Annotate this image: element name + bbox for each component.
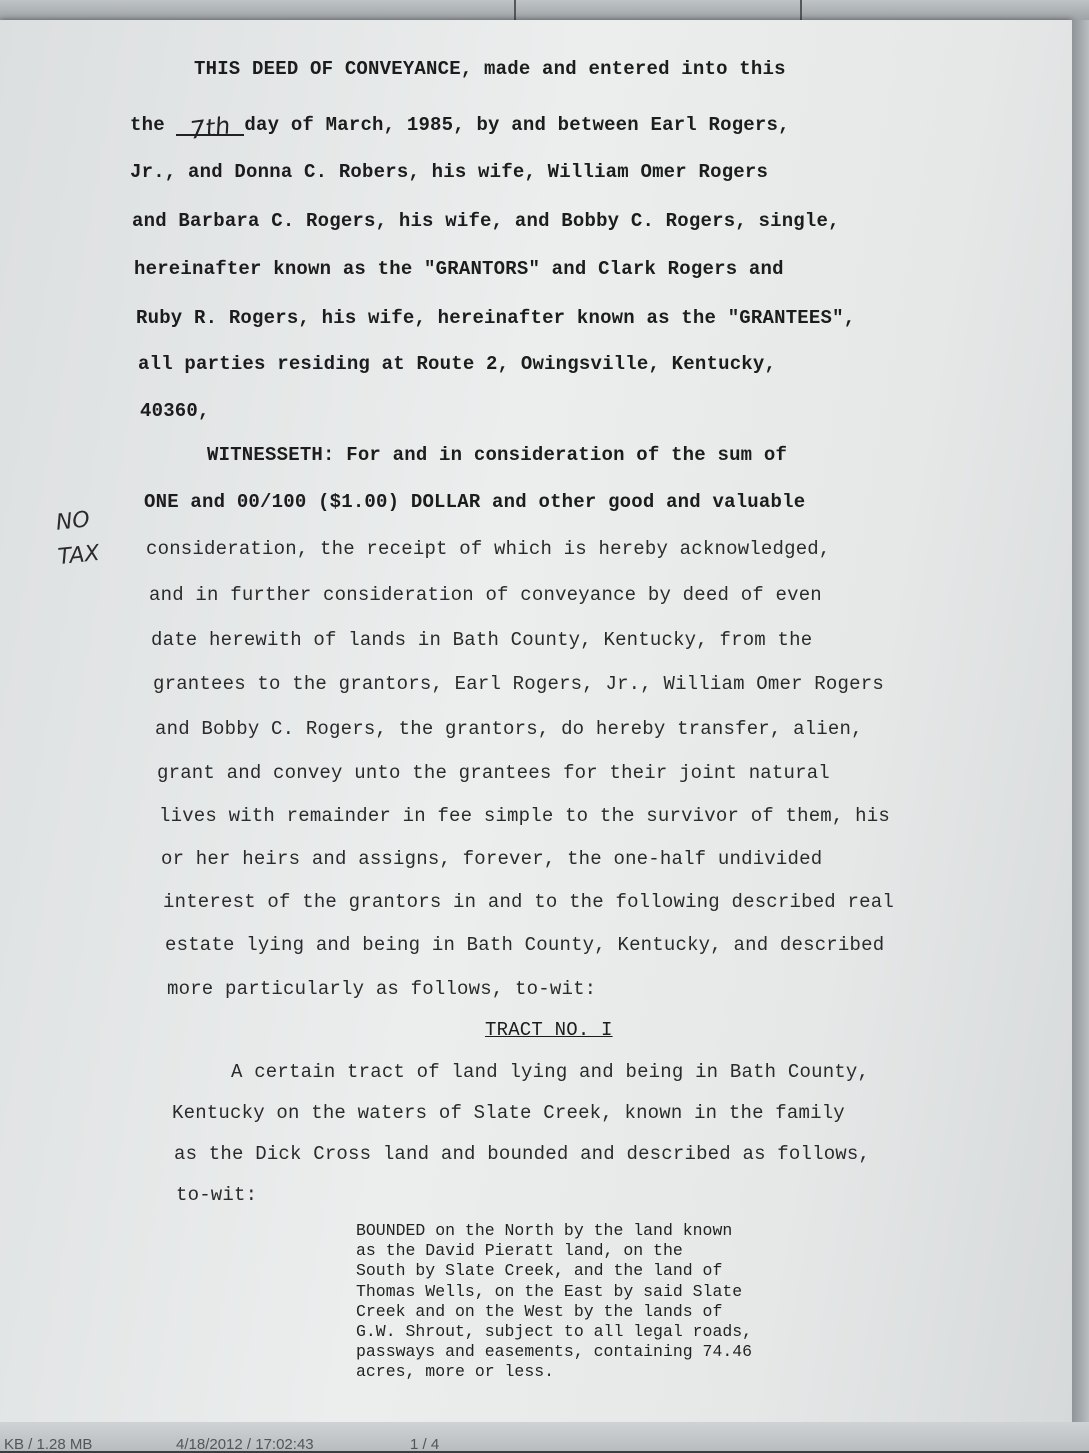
bounded-description bbox=[356, 1221, 876, 1383]
tract-line-2: Kentucky on the waters of Slate Creek, known in the family bbox=[172, 1102, 845, 1124]
line-prefix: the bbox=[130, 114, 165, 136]
top-strip bbox=[0, 0, 1089, 20]
handwritten-day: 7th bbox=[188, 111, 233, 145]
deed-line-12: and in further consideration of conveyance by deed of even bbox=[149, 584, 822, 606]
deed-line-18: or her heirs and assigns, forever, the one-half undivided bbox=[161, 848, 823, 870]
deed-line-8: 40360, bbox=[140, 400, 210, 422]
bounded-line: as the David Pieratt land, on the bbox=[356, 1241, 683, 1261]
deed-line-10: ONE and 00/100 ($1.00) DOLLAR and other good and valuable bbox=[144, 491, 806, 513]
bounded-line: South by Slate Creek, and the land of bbox=[356, 1261, 723, 1281]
tract-heading: TRACT NO. I bbox=[485, 1019, 613, 1041]
deed-line-16: grant and convey unto the grantees for their joint natural bbox=[157, 762, 830, 784]
deed-line-5: hereinafter known as the "GRANTORS" and Clark Rogers and bbox=[134, 258, 784, 280]
file-datetime: 4/18/2012 / 17:02:43 bbox=[176, 1436, 314, 1453]
bounded-line: acres, more or less. bbox=[356, 1362, 555, 1382]
bounded-line: Thomas Wells, on the East by said Slate bbox=[356, 1281, 743, 1301]
file-size: KB / 1.28 MB bbox=[4, 1436, 93, 1453]
tract-line-1: A certain tract of land lying and being in Bath County, bbox=[231, 1061, 870, 1083]
bounded-line: G.W. Shrout, subject to all legal roads, bbox=[356, 1322, 753, 1342]
deed-line-7: all parties residing at Route 2, Owingsville, Kentucky, bbox=[138, 353, 777, 375]
line-rest: day of March, 1985, by and between Earl Rogers, bbox=[244, 114, 790, 136]
deed-line-19: interest of the grantors in and to the following described real bbox=[163, 891, 894, 913]
document-page bbox=[0, 20, 1072, 1422]
deed-line-14: grantees to the grantors, Earl Rogers, Jr., William Omer Rogers bbox=[153, 673, 884, 695]
margin-note-tax: TAX bbox=[56, 540, 101, 571]
deed-line-4: and Barbara C. Rogers, his wife, and Bobby C. Rogers, single, bbox=[132, 210, 840, 232]
strip-divider bbox=[514, 0, 516, 20]
bounded-line: BOUNDED on the North by the land known bbox=[356, 1221, 733, 1240]
day-blank bbox=[176, 111, 244, 145]
deed-line-11: consideration, the receipt of which is hereby acknowledged, bbox=[146, 538, 831, 560]
deed-line-21: more particularly as follows, to-wit: bbox=[167, 978, 597, 1000]
deed-line-6: Ruby R. Rogers, his wife, hereinafter known as the "GRANTEES", bbox=[136, 307, 856, 329]
deed-line-15: and Bobby C. Rogers, the grantors, do hereby transfer, alien, bbox=[155, 718, 863, 740]
bounded-line: Creek and on the West by the lands of bbox=[356, 1301, 723, 1321]
page-indicator: 1 / 4 bbox=[410, 1436, 440, 1453]
strip-divider bbox=[800, 0, 802, 20]
deed-line-13: date herewith of lands in Bath County, Kentucky, from the bbox=[151, 629, 813, 651]
margin-note-no: NO bbox=[54, 507, 91, 536]
tract-line-4: to-wit: bbox=[176, 1184, 258, 1206]
deed-line-3: Jr., and Donna C. Robers, his wife, William Omer Rogers bbox=[130, 161, 769, 183]
bounded-line: passways and easements, containing 74.46 bbox=[356, 1342, 753, 1362]
deed-line-1: THIS DEED OF CONVEYANCE, made and entered into this bbox=[194, 58, 786, 80]
deed-line-9: WITNESSETH: For and in consideration of the sum of bbox=[207, 444, 788, 466]
tract-line-3: as the Dick Cross land and bounded and described as follows, bbox=[174, 1143, 871, 1165]
right-edge bbox=[1072, 20, 1089, 1422]
deed-line-20: estate lying and being in Bath County, Kentucky, and described bbox=[165, 934, 885, 956]
deed-line-2 bbox=[130, 111, 790, 145]
deed-line-17: lives with remainder in fee simple to the survivor of them, his bbox=[159, 805, 890, 827]
status-bar bbox=[0, 1422, 1089, 1451]
